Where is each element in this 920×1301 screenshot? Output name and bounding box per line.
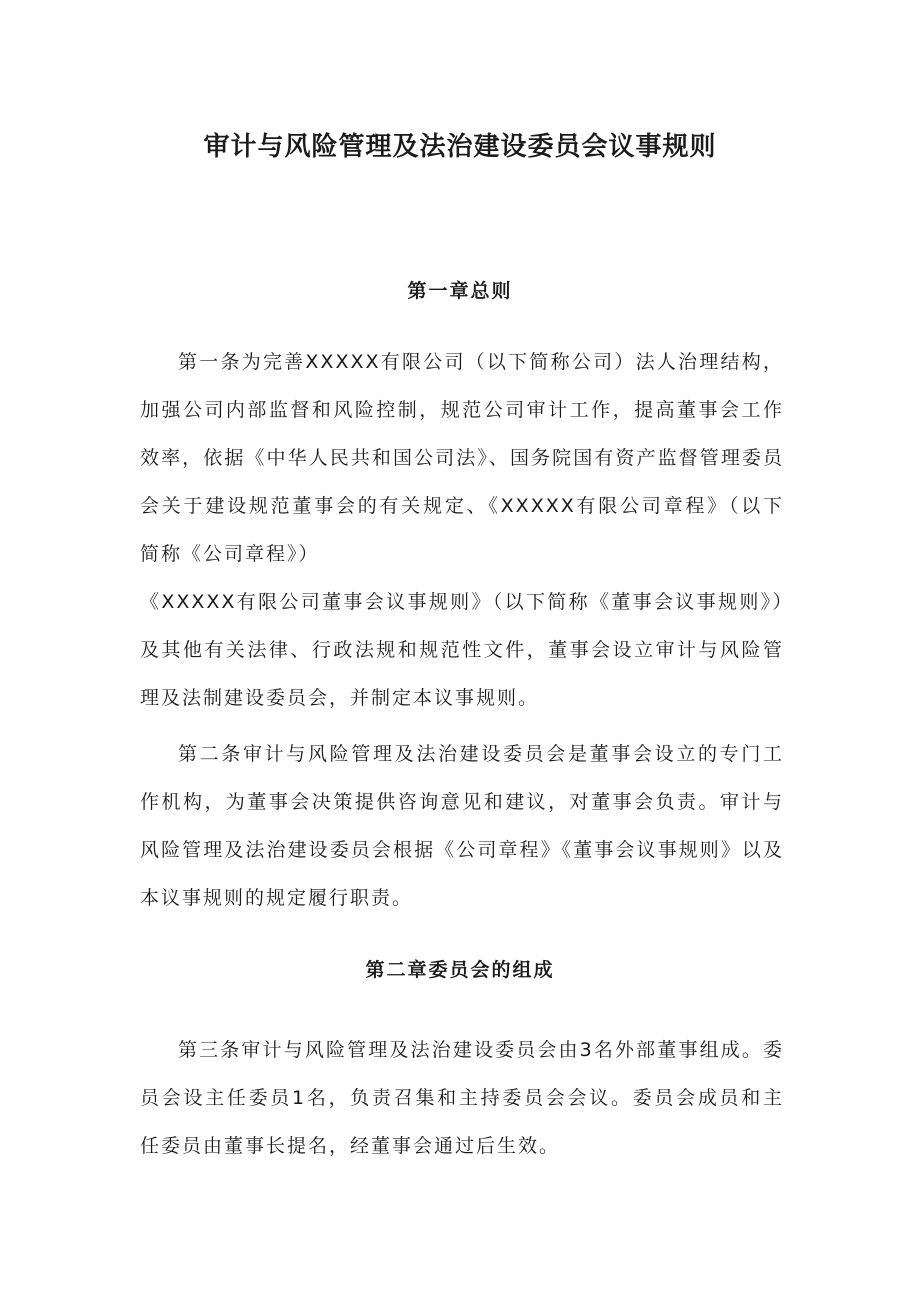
chapter-2-heading: 第二章委员会的组成 xyxy=(365,959,555,981)
document-title: 审计与风险管理及法治建设委员会议事规则 xyxy=(203,132,717,162)
article-1-continuation: 《XXXXX有限公司董事会议事规则》（以下简称《董事会议事规则》）及其他有关法律、行政法规和规范性文件，董事会设立审计与风险管理及法制建设委员会，并制定本议事规则。 xyxy=(140,591,784,709)
article-3-paragraph: 第三条审计与风险管理及法治建设委员会由3名外部董事组成。委员会设主任委员1名，负责召集和主持委员会会议。委员会成员和主任委员由董事长提名，经董事会通过后生效。 xyxy=(140,1039,784,1157)
chapter-1-heading: 第一章总则 xyxy=(407,280,513,302)
article-1-paragraph: 第一条为完善XXXXX有限公司（以下简称公司）法人治理结构，加强公司内部监督和风险控制，规范公司审计工作，提高董事会工作效率，依据《中华人民共和国公司法》、国务院国有资产监督管理委员会关于建设规范董事会的有关规定、《XXXXX有限公司章程》（以下简称《公司章程》） xyxy=(140,351,784,565)
article-2-paragraph: 第二条审计与风险管理及法治建设委员会是董事会设立的专门工作机构，为董事会决策提供咨询意见和建议，对董事会负责。审计与风险管理及法治建设委员会根据《公司章程》《董事会议事规则》以及本议事规则的规定履行职责。 xyxy=(140,743,784,909)
